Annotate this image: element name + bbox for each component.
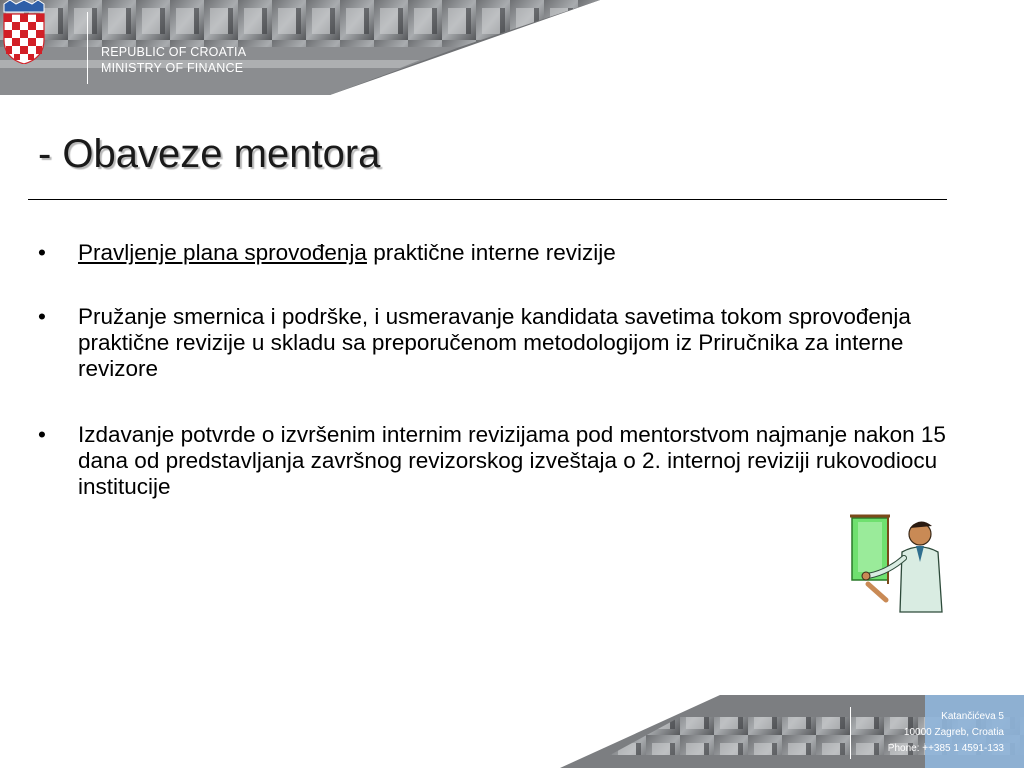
- bullet-text: Pružanje smernica i podrške, i usmeravanje kandidata savetima tokom sprovođenja praktične revizije u skladu sa preporučenom metodologijom iz Priručnika za interne revizore: [78, 304, 911, 381]
- address-city: 10000 Zagreb, Croatia: [903, 727, 1004, 738]
- ministry-name: [101, 44, 246, 76]
- ministry-line-2: MINISTRY OF FINANCE: [101, 61, 244, 75]
- bullet-list: [38, 240, 948, 538]
- title-divider: [28, 199, 947, 200]
- croatian-coat-of-arms-icon: [0, 0, 48, 64]
- bullet-item: [38, 422, 948, 500]
- header-banner: [0, 0, 1024, 95]
- footer-stone-background: [0, 695, 1024, 768]
- footer-banner: [0, 695, 1024, 768]
- bullet-symbol: •: [38, 240, 46, 265]
- bullet-underlined-text: Pravljenje plana sprovođenja: [78, 240, 367, 265]
- bullet-item: [38, 240, 948, 266]
- footer-divider: [850, 707, 851, 759]
- header-divider: [87, 12, 88, 84]
- bullet-symbol: •: [38, 422, 46, 447]
- bullet-symbol: •: [38, 304, 46, 329]
- address-street: Katančićeva 5: [941, 711, 1004, 722]
- bullet-text: Izdavanje potvrde o izvršenim internim revizijama pod mentorstvom najmanje nakon 15 dana od predstavljanja završnog revizorskog izveštaja o 2. internoj reviziji rukovodiocu institucije: [78, 422, 946, 499]
- bullet-item: [38, 304, 948, 382]
- footer-address: [888, 709, 1004, 757]
- bullet-text: praktične interne revizije: [366, 240, 616, 265]
- ministry-line-1: REPUBLIC OF CROATIA: [101, 45, 247, 59]
- teacher-presenting-icon: [848, 512, 948, 622]
- address-phone: Phone: ++385 1 4591-133: [887, 743, 1004, 754]
- slide-title: - Obaveze mentora: [38, 132, 381, 176]
